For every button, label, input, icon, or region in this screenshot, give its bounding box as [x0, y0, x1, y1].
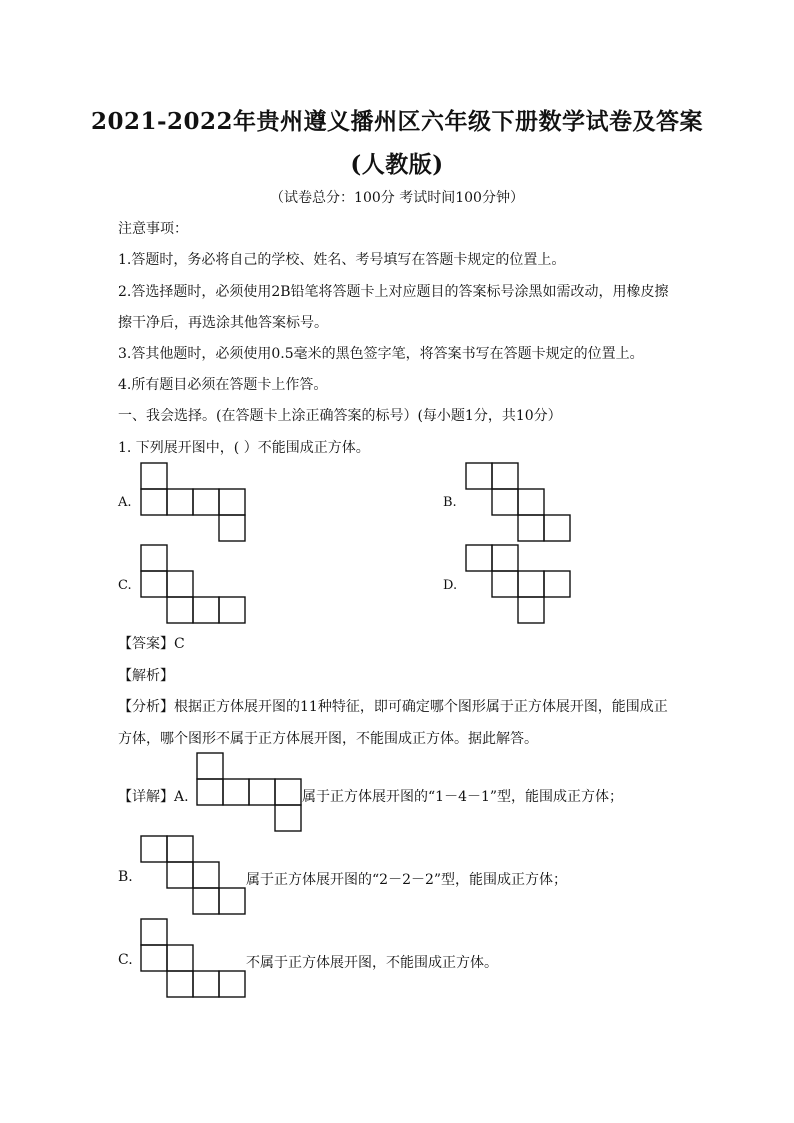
question-1: 1. 下列展开图中，( ）不能围成正方体。	[118, 440, 370, 456]
detail-a-net	[197, 753, 301, 831]
subtitle: （试卷总分：100分 考试时间100分钟）	[270, 190, 524, 206]
detail-c-net	[141, 919, 245, 997]
option-c-label: C.	[118, 578, 132, 593]
option-a-net	[141, 463, 245, 541]
detail-b-net	[141, 836, 245, 914]
detail-c-prefix: C.	[118, 952, 133, 968]
option-d-net	[466, 545, 570, 623]
note-1: 1.答题时，务必将自己的学校、姓名、考号填写在答题卡规定的位置上。	[118, 252, 566, 268]
detail-c-text: 不属于正方体展开图，不能围成正方体。	[246, 955, 498, 971]
option-b-label: B.	[443, 495, 457, 510]
notes-heading: 注意事项：	[118, 221, 188, 237]
note-2: 2.答选择题时，必须使用2B铅笔将答题卡上对应题目的答案标号涂黑如需改动，用橡皮擦	[118, 284, 669, 300]
note-3: 3.答其他题时，必须使用0.5毫米的黑色签字笔，将答案书写在答题卡规定的位置上。	[118, 346, 644, 362]
answer: 【答案】C	[118, 636, 185, 652]
option-d-label: D.	[443, 578, 458, 593]
analysis-heading: 【解析】	[118, 668, 174, 684]
option-b-net	[466, 463, 570, 541]
analysis-line-1: 【分析】根据正方体展开图的11种特征，即可确定哪个图形属于正方体展开图，能围成正	[118, 699, 668, 715]
title-line-1: 2021-2022年贵州遵义播州区六年级下册数学试卷及答案	[90, 108, 704, 135]
title-line-2: (人教版)	[350, 151, 444, 178]
note-4: 4.所有题目必须在答题卡上作答。	[118, 377, 328, 393]
detail-a-prefix: 【详解】A.	[118, 789, 189, 805]
option-c-net	[141, 545, 245, 623]
detail-b-prefix: B.	[118, 869, 133, 885]
detail-b-text: 属于正方体展开图的“2－2－2”型，能围成正方体；	[246, 872, 568, 888]
option-a-label: A.	[118, 495, 132, 510]
analysis-line-2: 方体，哪个图形不属于正方体展开图，不能围成正方体。据此解答。	[118, 731, 538, 747]
detail-a-text: 属于正方体展开图的“1－4－1”型，能围成正方体；	[302, 789, 624, 805]
section-1-heading: 一、我会选择。(在答题卡上涂正确答案的标号）(每小题1分，共10分）	[118, 408, 562, 424]
note-2-continued: 擦干净后，再选涂其他答案标号。	[118, 315, 328, 331]
